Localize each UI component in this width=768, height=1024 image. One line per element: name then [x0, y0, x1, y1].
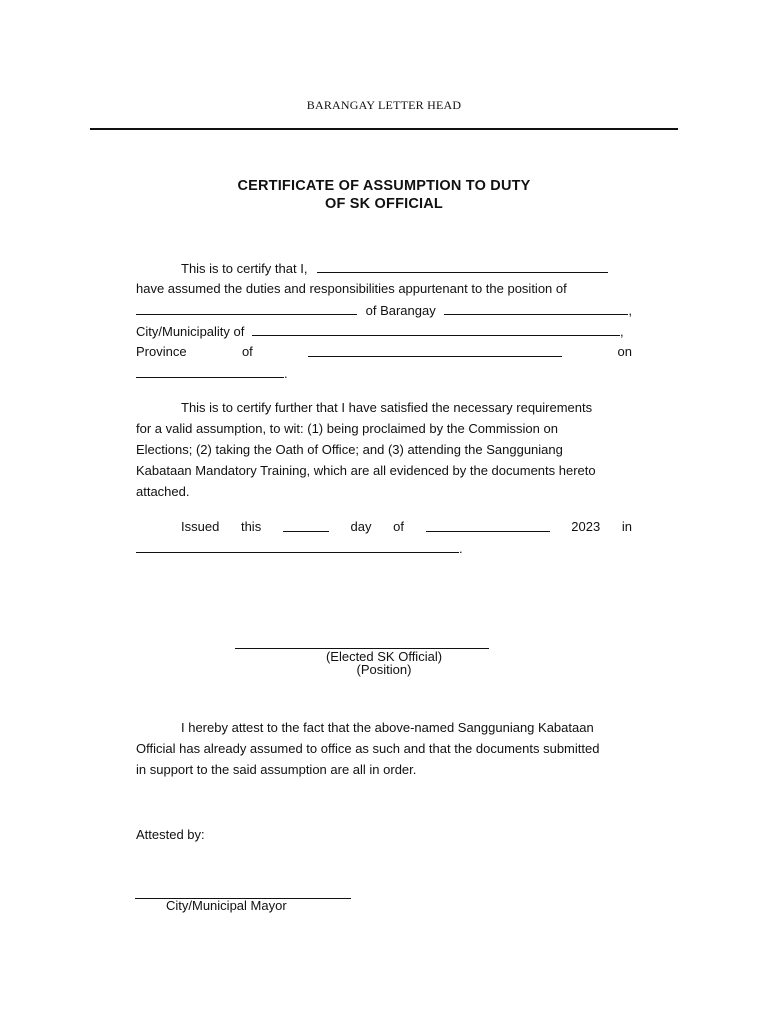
para1-line2: have assumed the duties and responsibilities appurtenant to the position of — [136, 281, 567, 296]
para2-line2: for a valid assumption, to wit: (1) being proclaimed by the Commission on — [136, 421, 558, 436]
year-text: 2023 — [571, 519, 601, 534]
barangay-blank[interactable] — [444, 302, 628, 315]
comma: , — [628, 303, 632, 318]
letterhead-rule — [90, 128, 678, 130]
para2-line4: Kabataan Mandatory Training, which are all evidenced by the documents hereto — [136, 463, 596, 478]
comma: , — [620, 324, 624, 339]
para1-line1 — [136, 260, 632, 277]
place-blank[interactable] — [136, 540, 459, 553]
para3-line2: Official has already assumed to office as such and that the documents submitted — [136, 741, 600, 756]
of-text: of — [241, 344, 253, 359]
para3-line3: in support to the said assumption are all in order. — [136, 762, 417, 777]
period: . — [284, 366, 288, 381]
elected-sk-official-label: (Elected SK Official) — [325, 649, 443, 664]
attested-by-label: Attested by: — [136, 827, 205, 842]
position-label: (Position) — [356, 662, 412, 677]
month-blank[interactable] — [426, 519, 550, 532]
province-text: Province — [136, 344, 187, 359]
day-text: day — [350, 519, 372, 534]
this-text: this — [240, 519, 262, 534]
period: . — [459, 541, 463, 556]
para3-line1: I hereby attest to the fact that the above-named Sangguniang Kabataan — [181, 720, 594, 735]
province-blank[interactable] — [308, 344, 562, 357]
issued-text: Issued — [181, 519, 220, 534]
in-text: in — [621, 519, 632, 534]
city-municipality-text: City/Municipality of — [136, 324, 245, 339]
para2-line3: Elections; (2) taking the Oath of Office; and (3) attending the Sangguniang — [136, 442, 563, 457]
certificate-title-line2: OF SK OFFICIAL — [325, 196, 443, 212]
issued-place-line — [136, 540, 632, 557]
issued-line — [136, 519, 632, 535]
of-barangay-text: of Barangay — [365, 303, 436, 318]
position-blank[interactable] — [136, 302, 357, 315]
para2-line1: This is to certify further that I have satisfied the necessary requirements — [181, 400, 593, 415]
para2-line5: attached. — [136, 484, 190, 499]
letterhead: BARANGAY LETTER HEAD — [306, 98, 462, 112]
para1-line4 — [136, 323, 632, 340]
mayor-label: City/Municipal Mayor — [166, 898, 287, 913]
certificate-title-line1: CERTIFICATE OF ASSUMPTION TO DUTY — [237, 178, 531, 194]
of-text: of — [393, 519, 404, 534]
city-municipality-blank[interactable] — [252, 323, 620, 336]
day-blank[interactable] — [283, 519, 329, 532]
para1-line5 — [136, 344, 632, 360]
name-blank[interactable] — [317, 260, 608, 273]
date-blank[interactable] — [136, 365, 284, 378]
para1-line6 — [136, 365, 632, 382]
para1-line3 — [136, 302, 632, 319]
on-text: on — [617, 344, 632, 359]
para1-line1-text: This is to certify that I, — [181, 261, 308, 276]
